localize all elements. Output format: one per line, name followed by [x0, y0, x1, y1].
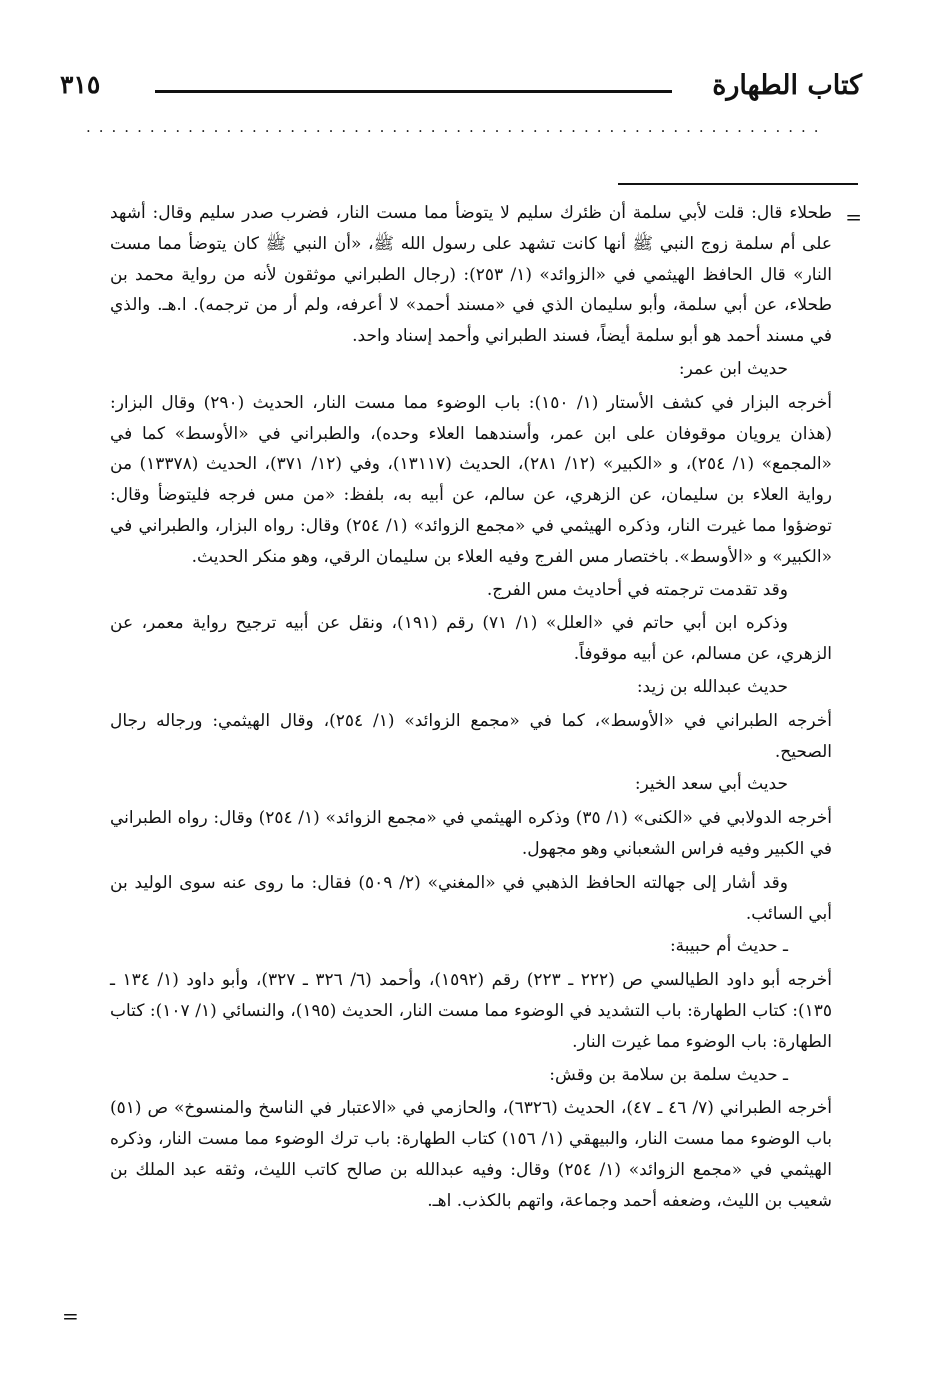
footnote-rule	[618, 183, 858, 185]
chapter-title: كتاب الطهارة	[712, 70, 862, 101]
paragraph: أخرجه أبو داود الطيالسي ص (٢٢٢ ـ ٢٢٣) رقم (١٥٩٢)، وأحمد (٦/ ٣٢٦ ـ ٣٢٧)، وأبو داود (١/ ١٣٤ ـ ١٣٥): كتاب الطهارة: باب التشديد في الوضوء مما مست النار، الحديث (١٩٥)، والنسائي (١/ ١٠٧): كتاب الطهارة: باب الوضوء مما غيرت النار.	[110, 970, 832, 1052]
paragraph: أخرجه الطبراني (٧/ ٤٦ ـ ٤٧)، الحديث (٦٣٢٦)، والحازمي في «الاعتبار في الناسخ والمنسوخ» ص (٥١) باب الوضوء مما مست النار، والبيهقي (١/ ١٥٦) كتاب الطهارة: باب ترك الوضوء مما مست النار، وذكره الهيثمي في «مجمع الزوائد» (١/ ٢٥٤) وقال: وفيه عبدالله بن صالح كاتب الليث، وثقه عبد الملك بن شعيب بن الليث، وضعفه أحمد وجماعة، واتهم بالكذب. اهـ.	[110, 1098, 832, 1211]
dotted-separator: ..........................................................	[86, 118, 827, 136]
footnote-continuation-mark: =	[845, 205, 862, 229]
page-header	[60, 66, 862, 106]
paragraph: أخرجه الطبراني في «الأوسط»، كما في «مجمع الزوائد» (١/ ٢٥٤)، وقال الهيثمي: ورجاله رجال الصحيح.	[110, 710, 833, 762]
paragraph: طحلاء قال: قلت لأبي سلمة أن ظئرك سليم لا يتوضأ مما مست النار، فضرب صدر سليم وقال: أشهد على أم سلمة زوج النبي ﷺ أنها كانت تشهد على رسول الله ﷺ، «أن النبي ﷺ كان يتوضأ مما مست النار» قال الحافظ الهيثمي في «الزوائد» (١/ ٢٥٣): (رجال الطبراني موثقون لأنه من رواية محمد بن طحلاء، عن أبي سلمة، وأبو سليمان الذي في «مسند أحمد» لا أعرفه، ولم أر من ترجمه). ا.هـ. والذي في مسند أحمد هو أبو سلمة أيضاً، فسند الطبراني وأحمد إسناد واحد.	[110, 203, 832, 347]
paragraph: وقد تقدمت ترجمته في أحاديث مس الفرج.	[486, 579, 788, 600]
section-heading: حديث ابن عمر:	[678, 358, 788, 379]
section-heading: ـ حديث أم حبيبة:	[669, 936, 788, 957]
paragraph: وقد أشار إلى جهالته الحافظ الذهبي في «المغني» (٢/ ٥٠٩) فقال: ما روى عنه سوى الوليد بن أبي السائب.	[110, 872, 832, 924]
footnote-text	[110, 198, 832, 1217]
section-heading: حديث أبي سعد الخير:	[634, 774, 788, 795]
header-rule	[155, 90, 672, 93]
paragraph: وذكره ابن أبي حاتم في «العلل» (١/ ٧١) رقم (١٩١)، ونقل عن أبيه ترجيح رواية معمر، عن الزهري، عن مسالم، عن أبيه موقوفاً.	[110, 613, 832, 665]
footnote-end-mark: =	[62, 1304, 79, 1328]
section-heading: حديث عبدالله بن زيد:	[636, 676, 788, 697]
paragraph: أخرجه البزار في كشف الأستار (١/ ١٥٠): باب الوضوء مما مست النار، الحديث (٢٩٠) وقال البزار: (هذان يرويان موقوفان على ابن عمر، وأسندهما العلاء وحده)، والطبراني في «الأوسط» كما في «المجمع» (١/ ٢٥٤)، و «الكبير» (١٢/ ٢٨١)، الحديث (١٣١١٧)، وفي (١٢/ ٣٧١)، الحديث (١٣٣٧٨) من رواية العلاء بن سليمان، عن الزهري، عن سالم، عن أبيه به، بلفظ: «من مس فرجه فليتوضأ وقال: توضؤوا مما غيرت النار، وذكره الهيثمي في «مجمع الزوائد» (١/ ٢٥٤) وقال: رواه البزار، والطبراني في «الكبير» و «الأوسط». باختصار مس الفرج وفيه العلاء بن سليمان الرقي، وهو منكر الحديث.	[110, 392, 832, 567]
page-number: ٣١٥	[60, 70, 101, 99]
paragraph: أخرجه الدولابي في «الكنى» (١/ ٣٥) وذكره الهيثمي في «مجمع الزوائد» (١/ ٢٥٤) وقال: رواه الطبراني في الكبير وفيه فراس الشعباني وهو مجهول.	[110, 808, 832, 859]
section-heading: ـ حديث سلمة بن سلامة بن وقش:	[549, 1064, 788, 1085]
